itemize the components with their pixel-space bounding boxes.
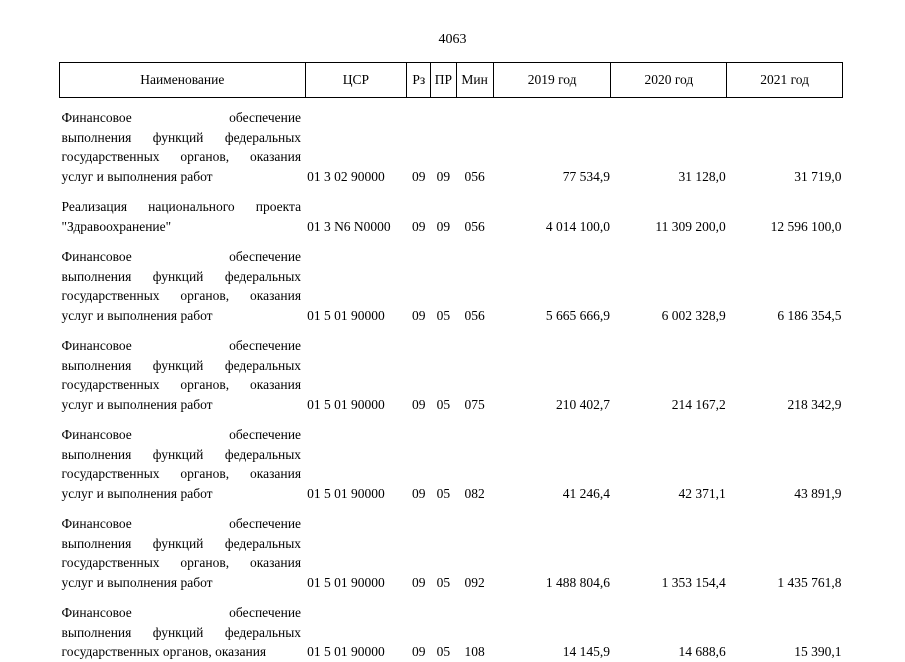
row-name [60,592,306,662]
row-value-2020: 1 353 154,4 [661,574,726,590]
row-name-line: выполнения функций федеральных [61,624,302,640]
row-pr: 05 [436,574,451,590]
row-value-2021: 43 891,9 [794,485,842,501]
page-number: 4063 [438,32,467,47]
row-pr: 05 [436,396,451,412]
row-value-2021: 6 186 354,5 [777,307,842,323]
row-pr: 05 [436,644,451,659]
table-row [60,186,843,236]
row-name [60,98,306,187]
row-rz: 09 [412,644,426,659]
row-name-line: государственных органов, оказания [61,644,267,659]
row-name-line: услуг и выполнения работ [61,485,213,501]
row-name-line: Финансовое обеспечение [61,605,302,620]
row-name-line: государственных органов, оказания [61,466,302,481]
row-name-line: Финансовое обеспечение [61,516,302,531]
row-value-2019: 77 534,9 [562,168,610,184]
row-value-2019: 41 246,4 [562,485,610,501]
table-row [60,414,843,503]
row-name-line: государственных органов, оказания [61,288,302,303]
row-csr: 01 5 01 90000 [307,485,385,501]
row-name-line: услуг и выполнения работ [61,168,213,184]
row-name-line: Финансовое обеспечение [61,110,302,125]
row-value-2019: 5 665 666,9 [545,307,610,323]
row-rz: 09 [412,485,426,501]
row-value-2019: 4 014 100,0 [545,218,610,234]
row-csr: 01 5 01 90000 [307,307,385,323]
row-csr: 01 3 02 90000 [307,168,385,184]
row-name [60,503,306,592]
row-name [60,236,306,325]
row-name-line: Финансовое обеспечение [61,338,302,353]
row-name-line: выполнения функций федеральных [61,446,302,462]
row-value-2020: 214 167,2 [671,396,726,412]
row-value-2021: 12 596 100,0 [770,218,842,234]
row-csr: 01 5 01 90000 [307,396,385,412]
header-2021: 2021 год [727,63,843,98]
header-min: Мин [456,63,493,98]
row-pr: 09 [436,168,451,184]
row-pr: 05 [436,485,451,501]
row-value-2020: 11 309 200,0 [655,218,726,234]
row-name-line: государственных органов, оказания [61,377,302,392]
row-rz: 09 [412,218,426,234]
header-csr: ЦСР [305,63,407,98]
header-pr: ПР [431,63,456,98]
row-name-line: Реализация национального проекта [61,199,302,214]
row-min: 082 [464,485,485,501]
row-rz: 09 [412,168,426,184]
row-name-line: "Здравоохранение" [61,218,172,234]
header-rz: Рз [407,63,431,98]
row-name-line: услуг и выполнения работ [61,396,213,412]
row-name-line: выполнения функций федеральных [61,268,302,284]
table-body [60,98,843,662]
row-min: 056 [464,218,485,234]
row-value-2020: 6 002 328,9 [661,307,726,323]
row-min: 092 [464,574,485,590]
row-name-line: услуг и выполнения работ [61,574,213,590]
row-rz: 09 [412,396,426,412]
row-min: 075 [464,396,485,412]
row-name-line: государственных органов, оказания [61,555,302,570]
table-header-row [60,63,843,98]
header-name: Наименование [60,63,306,98]
row-min: 056 [464,307,485,323]
table-row [60,236,843,325]
row-name-line: услуг и выполнения работ [61,307,213,323]
row-name-line: государственных органов, оказания [61,149,302,164]
row-value-2020: 14 688,6 [678,644,726,659]
row-rz: 09 [412,574,426,590]
row-name-line: Финансовое обеспечение [61,249,302,264]
row-min: 056 [464,168,485,184]
row-name-line: выполнения функций федеральных [61,129,302,145]
row-value-2021: 31 719,0 [794,168,842,184]
row-value-2020: 31 128,0 [678,168,726,184]
header-2020: 2020 год [611,63,727,98]
row-name-line: выполнения функций федеральных [61,535,302,551]
row-name [60,186,306,236]
row-csr: 01 3 N6 N0000 [307,218,391,234]
row-value-2020: 42 371,1 [678,485,726,501]
table-row [60,98,843,187]
row-csr: 01 5 01 90000 [307,574,385,590]
row-value-2021: 1 435 761,8 [777,574,842,590]
row-name [60,414,306,503]
row-value-2019: 1 488 804,6 [545,574,610,590]
row-value-2021: 15 390,1 [794,644,842,659]
row-name [60,325,306,414]
row-csr: 01 5 01 90000 [307,644,385,659]
row-value-2021: 218 342,9 [787,396,842,412]
header-2019: 2019 год [493,63,611,98]
table-row [60,325,843,414]
row-rz: 09 [412,307,426,323]
row-value-2019: 210 402,7 [555,396,610,412]
table-row [60,592,843,662]
row-min: 108 [464,644,485,659]
table-row [60,503,843,592]
row-pr: 09 [436,218,451,234]
row-name-line: выполнения функций федеральных [61,357,302,373]
row-name-line: Финансовое обеспечение [61,427,302,442]
budget-table [59,62,843,662]
row-pr: 05 [436,307,451,323]
row-value-2019: 14 145,9 [562,644,610,659]
